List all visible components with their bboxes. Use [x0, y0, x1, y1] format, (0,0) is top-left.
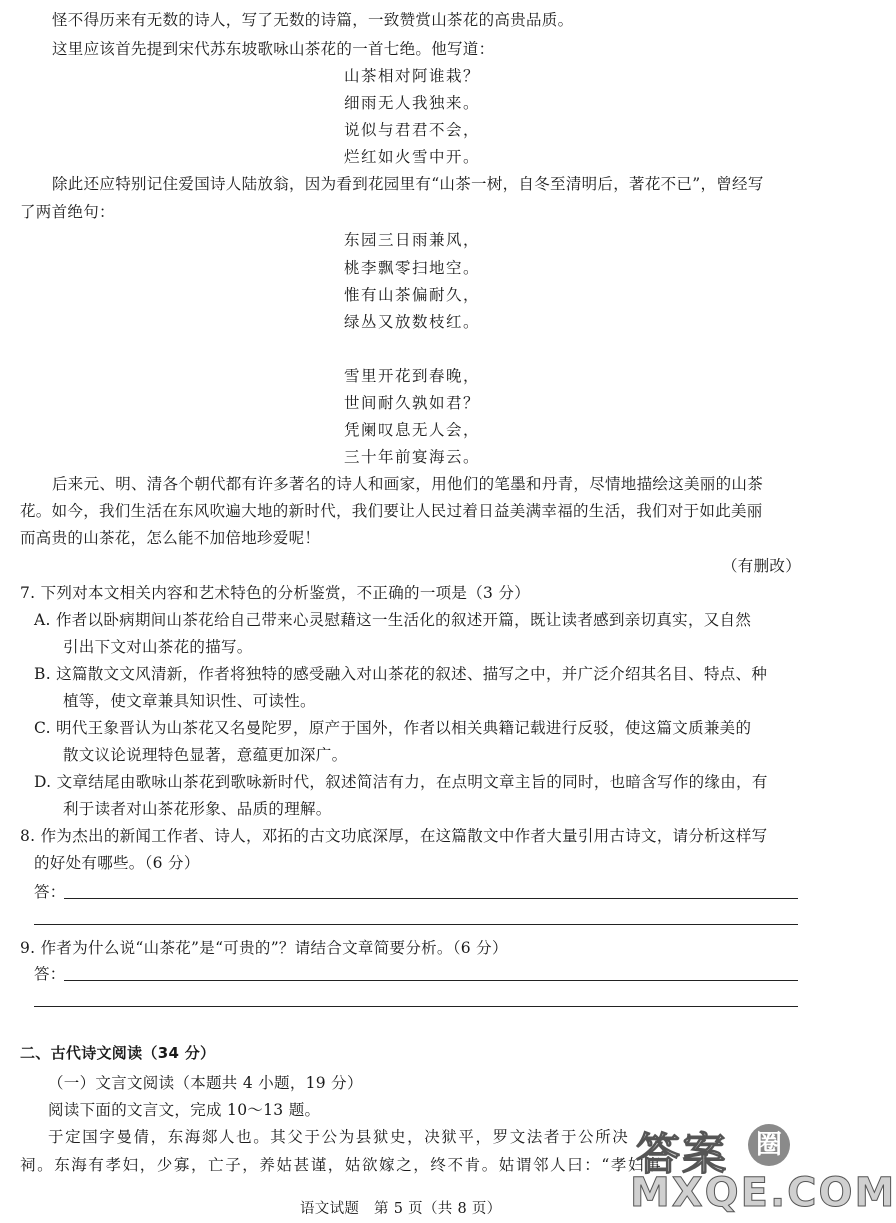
subsection-heading: （一）文言文阅读（本题共 4 小题，19 分） — [48, 1074, 363, 1092]
answer-line-9-1[interactable] — [64, 980, 798, 981]
poem-line: 世间耐久孰如君？ — [344, 394, 481, 412]
source-note: （有删改） — [722, 557, 802, 575]
poem-line: 东园三日雨兼风， — [344, 231, 481, 249]
question-8-stem: 8. 作为杰出的新闻工作者、诗人，邓拓的古文功底深厚，在这篇散文中作者大量引用古诗文，请分析这样写 — [20, 827, 768, 845]
page-footer: 语文试题 第 5 页（共 8 页） — [300, 1201, 502, 1217]
poem-line: 三十年前宴海云。 — [344, 448, 481, 466]
watermark-circle-icon: 圈 — [748, 1124, 790, 1166]
watermark-text-bottom: MXQE.COM — [630, 1170, 896, 1216]
option-a-cont: 引出下文对山茶花的描写。 — [63, 638, 253, 656]
question-7-stem: 7. 下列对本文相关内容和艺术特色的分析鉴赏，不正确的一项是（3 分） — [20, 584, 531, 602]
poem-line: 绿丛又放数枝红。 — [344, 313, 481, 331]
answer-label-9: 答： — [34, 965, 66, 983]
classical-text-line: 祠。东海有孝妇，少寡，亡子，养姑甚谨，姑欲嫁之，终不肯。姑谓邻人曰：“孝妇事 — [20, 1156, 663, 1174]
passage-paragraph-4-cont: 而高贵的山茶花，怎么能不加倍地珍爱呢！ — [20, 529, 321, 547]
passage-paragraph-3-cont: 了两首绝句： — [20, 203, 115, 221]
poem-line: 桃李飘零扫地空。 — [344, 259, 481, 277]
passage-paragraph-4-cont: 花。如今，我们生活在东风吹遍大地的新时代，我们要让人民过着日益美满幸福的生活，我们对于如此美丽 — [20, 502, 763, 520]
passage-paragraph-3: 除此还应特别记住爱国诗人陆放翁，因为看到花园里有“山茶一树，自冬至清明后，著花不已”，曾经写 — [52, 175, 764, 193]
watermark-logo — [630, 1118, 896, 1218]
option-b-cont: 植等，使文章兼具知识性、可读性。 — [63, 692, 316, 710]
poem-line: 烂红如火雪中开。 — [344, 148, 481, 166]
answer-label-8: 答： — [34, 883, 66, 901]
passage-paragraph-2: 这里应该首先提到宋代苏东坡歌咏山茶花的一首七绝。他写道： — [52, 40, 495, 58]
watermark-text-top: 答案 — [636, 1129, 728, 1180]
option-d-cont: 利于读者对山茶花形象、品质的理解。 — [63, 800, 332, 818]
question-9-stem: 9. 作者为什么说“山茶花”是“可贵的”？请结合文章简要分析。（6 分） — [20, 939, 508, 957]
poem-line: 细雨无人我独来。 — [344, 94, 481, 112]
poem-line: 说似与君君不会， — [344, 121, 481, 139]
answer-line-9-2[interactable] — [34, 1006, 798, 1007]
question-8-stem-cont: 的好处有哪些。（6 分） — [34, 854, 200, 872]
poem-line: 雪里开花到春晚， — [344, 367, 481, 385]
option-a: A. 作者以卧病期间山茶花给自己带来心灵慰藉这一生活化的叙述开篇，既让读者感到亲切真实，又自然 — [34, 611, 752, 629]
passage-paragraph-1: 怪不得历来有无数的诗人，写了无数的诗篇，一致赞赏山茶花的高贵品质。 — [52, 11, 574, 29]
classical-text-line: 于定国字曼倩，东海郯人也。其父于公为县狱史，决狱平，罗文法者于公所决 — [48, 1128, 630, 1146]
answer-line-8-1[interactable] — [64, 898, 798, 899]
poem-line: 凭阑叹息无人会， — [344, 421, 481, 439]
passage-paragraph-4: 后来元、明、清各个朝代都有许多著名的诗人和画家，用他们的笔墨和丹青，尽情地描绘这美丽的山茶 — [52, 475, 764, 493]
section-heading: 二、古代诗文阅读（34 分） — [20, 1044, 216, 1062]
option-b: B. 这篇散文文风清新，作者将独特的感受融入对山茶花的叙述、描写之中，并广泛介绍其名目、特点、种 — [34, 665, 768, 683]
answer-line-8-2[interactable] — [34, 924, 798, 925]
option-d: D. 文章结尾由歌咏山茶花到歌咏新时代，叙述简洁有力，在点明文章主旨的同时，也暗含写作的缘由，有 — [34, 773, 768, 791]
option-c-cont: 散文议论说理特色显著，意蕴更加深广。 — [63, 746, 348, 764]
option-c: C. 明代王象晋认为山茶花又名曼陀罗，原产于国外，作者以相关典籍记载进行反驳，使这篇文质兼美的 — [34, 719, 752, 737]
poem-line: 山茶相对阿谁栽？ — [344, 67, 481, 85]
poem-line: 惟有山茶偏耐久， — [344, 286, 481, 304]
instruction-text: 阅读下面的文言文，完成 10～13 题。 — [48, 1101, 321, 1119]
